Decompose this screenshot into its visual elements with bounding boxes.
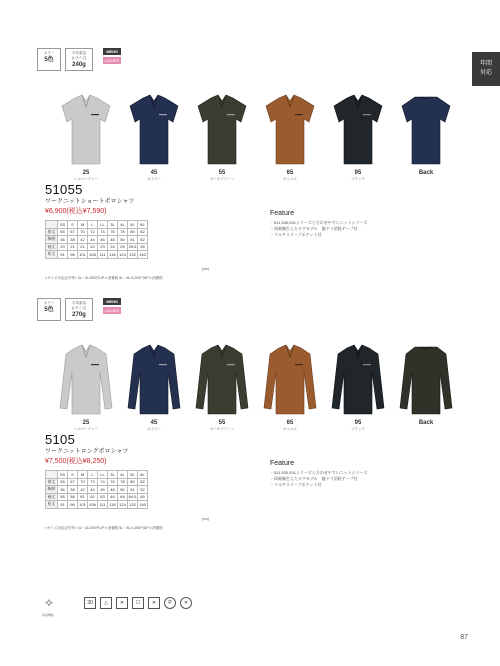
garment-back-view xyxy=(398,342,454,418)
product-code: 5105 xyxy=(45,432,76,447)
feature-title: Feature xyxy=(270,460,295,467)
spec-row xyxy=(37,298,121,321)
color-count-box xyxy=(37,298,61,321)
feature-item: ・マルチスリーブポケット付 xyxy=(270,232,322,237)
garment-silver-grey xyxy=(58,92,114,168)
color-count-label: カラー xyxy=(43,51,55,55)
weight-value: 270g xyxy=(72,312,86,318)
size-header-row: SS S M L LL 3L 4L 5L 6L xyxy=(46,221,148,229)
product-price: ¥7,500(税込¥8,250) xyxy=(45,458,107,465)
mens-badge: MENS xyxy=(103,298,121,305)
gender-badges xyxy=(103,48,121,64)
color-label-95: 95 ブラック xyxy=(351,170,365,181)
feature-block xyxy=(270,460,367,488)
dry-clean-icon: P xyxy=(164,597,176,609)
garment-black xyxy=(330,92,386,168)
table-row: 袖丈 20 21 21 22 23 24 25 25.5 26 xyxy=(46,243,148,251)
garment-camel xyxy=(262,92,318,168)
weight-label: 平均重量 xyxy=(72,301,86,305)
no-tumble-dry-icon: ✕ xyxy=(116,597,128,609)
product-name: ワークニットロングポロシャツ xyxy=(45,449,129,455)
size-unit: (cm) xyxy=(202,267,209,271)
table-row: 着丈 65 67 70 72 74 76 78 80 82 xyxy=(46,228,148,236)
wash-30-icon: 30 xyxy=(84,597,96,609)
color-label-65: 65 キャメル xyxy=(283,170,297,181)
color-variants xyxy=(58,92,458,181)
size-note: <サイズ対応記号等> 3L〜4L/300円UP＊消費税 5L〜6L/1,000円UP＊消費税 xyxy=(45,276,163,280)
color-label-55: 55 カーキグリーン xyxy=(209,170,235,181)
product-price: ¥6,900(税込¥7,590) xyxy=(45,208,107,215)
feature-item: ・511,530,531シリーズと合わせやすいニットシリーズ xyxy=(270,470,368,475)
care-icons-row xyxy=(42,596,192,610)
color-count-box xyxy=(37,48,61,71)
color-label-45: 45 ネイビー xyxy=(147,170,161,181)
category-tab-line2: 対応 xyxy=(479,70,492,76)
size-unit: (cm) xyxy=(202,517,209,521)
weight-sub-label: (Lサイズ) xyxy=(71,56,87,60)
feature-block xyxy=(270,210,367,238)
color-count-label: カラー xyxy=(43,301,55,305)
size-table xyxy=(45,220,148,259)
weight-sub-label: (Lサイズ) xyxy=(71,306,87,310)
table-row: 胸囲 36 38 42 44 46 48 50 51 52 xyxy=(46,486,148,494)
ladies-badge: LADIES xyxy=(104,58,120,63)
color-label-95: 95 ブラック xyxy=(351,420,365,431)
table-row: 着丈 65 67 70 72 74 76 78 80 82 xyxy=(46,478,148,486)
weight-box xyxy=(65,298,93,321)
feature-item: ・511,530,531シリーズと合わせやすいニットシリーズ xyxy=(270,220,368,225)
size-header-row: SS S M L LL 3L 4L 5L 6L xyxy=(46,471,148,479)
category-tab xyxy=(472,52,500,86)
color-label-45: 45 ネイビー xyxy=(147,420,161,431)
product-name: ワークニットショートポロシャツ xyxy=(45,199,135,205)
color-count-value: 5色 xyxy=(44,57,54,63)
no-wet-clean-icon: ✕ xyxy=(180,597,192,609)
garment-navy xyxy=(126,92,182,168)
weight-label: 平均重量 xyxy=(72,51,86,55)
feature-title: Feature xyxy=(270,210,295,217)
category-tab-line1: 年間 xyxy=(479,61,492,67)
no-iron-icon: ✕ xyxy=(148,597,160,609)
color-label-back: Back xyxy=(418,420,434,426)
feature-item: ・両袖胸生えたタグモデル 縦ドリ消耗テープ付 xyxy=(270,476,358,481)
feature-item: ・両袖胸生えたタグモデル 縦ドリ消耗テープ付 xyxy=(270,226,358,231)
table-row: 胸囲 36 38 42 44 46 48 50 51 52 xyxy=(46,236,148,244)
garment-silver-grey xyxy=(58,342,114,418)
garment-khaki-green xyxy=(194,92,250,168)
garment-back-view xyxy=(398,92,454,168)
deodorant-label: 消臭機能 xyxy=(42,613,55,617)
color-label-25: 25 シルバーグレー xyxy=(73,170,99,181)
garment-black xyxy=(330,342,386,418)
garment-camel xyxy=(262,342,318,418)
line-dry-icon: ☐ xyxy=(132,597,144,609)
size-table xyxy=(45,470,148,509)
mens-badge: MENS xyxy=(103,48,121,55)
table-row: 裄丈 91 96 101 106 111 116 124 132 140 xyxy=(47,501,146,507)
color-count-value: 5色 xyxy=(44,307,54,313)
color-variants xyxy=(58,342,458,431)
product-code: 51055 xyxy=(45,182,83,197)
bleach-icon: △ xyxy=(100,597,112,609)
color-label-55: 55 カーキグリーン xyxy=(209,420,235,431)
garment-navy xyxy=(126,342,182,418)
color-label-back: Back xyxy=(418,170,434,176)
spec-row xyxy=(37,48,121,71)
table-row: 裄丈 91 96 101 106 111 116 124 132 140 xyxy=(47,251,146,257)
garment-khaki-green xyxy=(194,342,250,418)
weight-box xyxy=(65,48,93,71)
table-row: 袖丈 56 58 61 62 63 64 64 64.5 65 xyxy=(46,493,148,501)
color-label-25: 25 シルバーグレー xyxy=(73,420,99,431)
size-note: <サイズ対応記号等> 3L〜4L/300円UP＊消費税 5L〜6L/1,000円UP＊消費税 xyxy=(45,526,163,530)
deodorant-icon: ✧ xyxy=(43,596,55,610)
feature-item: ・マルチスリーブポケット付 xyxy=(270,482,322,487)
gender-badges xyxy=(103,298,121,314)
weight-value: 240g xyxy=(72,62,86,68)
page-number: 87 xyxy=(460,634,468,641)
ladies-badge: LADIES xyxy=(104,308,120,313)
color-label-65: 65 キャメル xyxy=(283,420,297,431)
